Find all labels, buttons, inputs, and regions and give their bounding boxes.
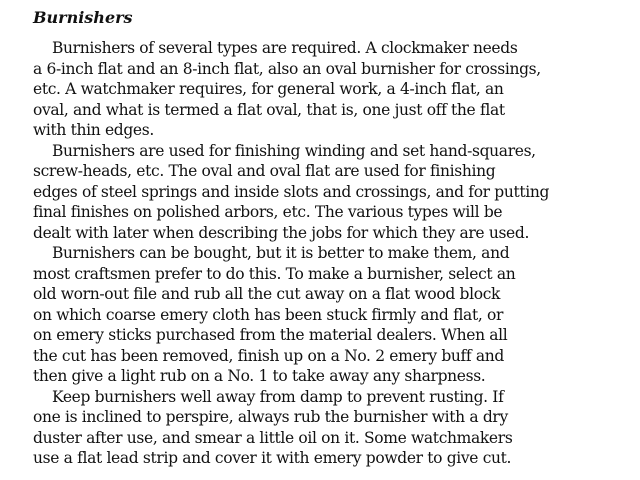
section-heading: Burnishers [33, 8, 133, 27]
text-line: a 6-inch flat and an 8-inch flat, also an oval burnisher for crossings, [33, 59, 541, 78]
text-line: use a flat lead strip and cover it with emery powder to give cut. [33, 449, 512, 467]
text-line: duster after use, and smear a little oil on it. Some watchmakers [33, 428, 513, 447]
text-line: etc. A watchmaker requires, for general work, a 4-inch flat, an [33, 80, 504, 98]
text-line: final finishes on polished arbors, etc. The various types will be [33, 203, 503, 221]
text-line: then give a light rub on a No. 1 to take away any sharpness. [33, 367, 486, 385]
text-line: Burnishers of several types are required. A clockmaker needs [52, 39, 518, 57]
text-line: Keep burnishers well away from damp to prevent rusting. If [52, 387, 504, 406]
text-line: on which coarse emery cloth has been stuck firmly and flat, or [33, 305, 504, 324]
text-line: one is inclined to perspire, always rub the burnisher with a dry [33, 408, 508, 426]
text-line: most craftsmen prefer to do this. To make a burnisher, select an [33, 264, 516, 283]
text-line: on emery sticks purchased from the material dealers. When all [33, 326, 508, 344]
text-line: with thin edges. [33, 121, 154, 139]
text-line: oval, and what is termed a flat oval, that is, one just off the flat [33, 100, 505, 119]
text-line: edges of steel springs and inside slots and crossings, and for putting [33, 182, 550, 201]
body-text [33, 38, 549, 469]
text-line: dealt with later when describing the jobs for which they are used. [33, 223, 530, 242]
text-line: Burnishers can be bought, but it is better to make them, and [52, 244, 510, 262]
text-line: the cut has been removed, finish up on a No. 2 emery buff and [33, 346, 504, 365]
text-line: Burnishers are used for finishing winding and set hand-squares, [52, 141, 536, 160]
text-line: old worn-out file and rub all the cut away on a flat wood block [33, 285, 501, 303]
text-line: screw-heads, etc. The oval and oval flat are used for finishing [33, 162, 496, 180]
